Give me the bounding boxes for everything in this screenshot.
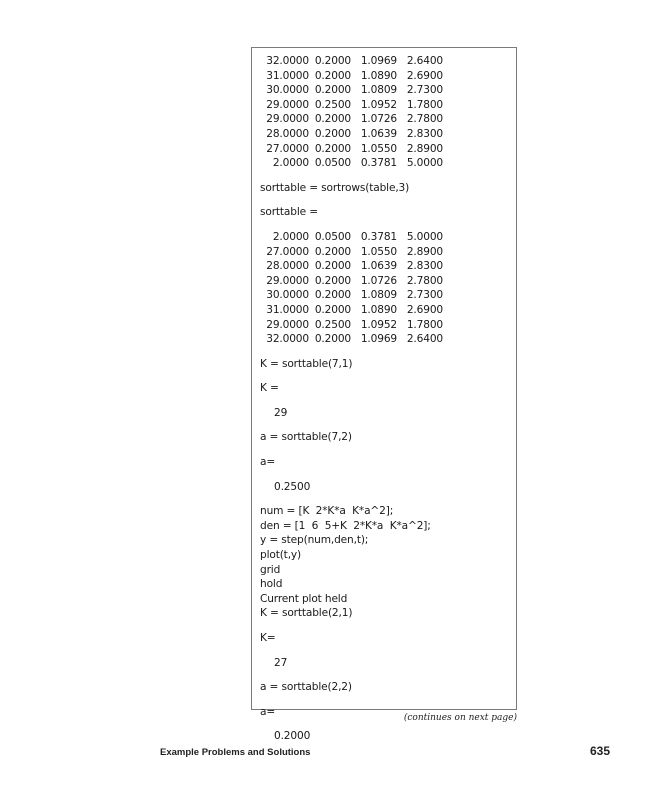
table-cell: 27.0000: [266, 245, 309, 258]
table-cell: 0.2000: [314, 289, 351, 302]
table-cell: 0.2500: [314, 98, 351, 111]
table-row: [260, 230, 443, 245]
a-label-1: a=: [260, 456, 276, 469]
table-cell: 1.0639: [360, 127, 397, 140]
table-cell: 0.2000: [314, 245, 351, 258]
table-cell: 2.7800: [406, 113, 443, 126]
table-cell: 0.2000: [314, 127, 351, 140]
table-cell: 1.7800: [406, 98, 443, 111]
table-cell: 2.7300: [406, 289, 443, 302]
table-row: [260, 83, 443, 98]
table-cell: 2.8300: [406, 260, 443, 273]
table-cell: 1.0550: [360, 245, 397, 258]
table-cell: 1.0952: [360, 98, 397, 111]
table-cell: 2.8900: [406, 245, 443, 258]
table-cell: 0.2000: [314, 260, 351, 273]
table-row: [260, 332, 443, 347]
table-cell: 1.0969: [360, 55, 397, 67]
continues-note: (continues on next page): [403, 713, 517, 723]
table-row: [260, 156, 443, 171]
table-cell: 0.2500: [314, 318, 351, 331]
footer-title: Example Problems and Solutions: [160, 747, 311, 758]
table-cell: 30.0000: [266, 84, 309, 97]
table-cell: 2.7300: [406, 84, 443, 97]
script-line: plot(t,y): [260, 549, 302, 562]
k-label-1: K =: [260, 382, 279, 395]
table-cell: 1.7800: [406, 318, 443, 331]
table-row: [260, 318, 443, 333]
script-line: den = [1 6 5+K 2*K*a K*a^2];: [260, 519, 431, 532]
table-cell: 0.2000: [314, 55, 351, 67]
table-cell: 0.0500: [314, 230, 351, 243]
k-value-1: 29: [274, 406, 288, 419]
table-cell: 0.3781: [360, 230, 397, 243]
table-row: [260, 245, 443, 260]
table-row: [260, 274, 443, 289]
table-cell: 1.0969: [360, 333, 397, 346]
script-line: y = step(num,den,t);: [260, 534, 369, 547]
table-cell: 1.0890: [360, 303, 397, 316]
table-cell: 0.2000: [314, 274, 351, 287]
table-cell: 32.0000: [266, 55, 309, 67]
table-row: [260, 303, 443, 318]
table-cell: 0.2000: [314, 142, 351, 155]
table-cell: 29.0000: [266, 98, 309, 111]
table-cell: 29.0000: [266, 274, 309, 287]
k-label-2: K=: [260, 632, 276, 644]
table-row: [260, 54, 443, 69]
table-cell: 2.6900: [406, 69, 443, 82]
table-cell: 1.0726: [360, 274, 397, 287]
table-cell: 2.6900: [406, 303, 443, 316]
table-row: [260, 98, 443, 113]
result-table-1: [260, 54, 443, 171]
table-cell: 29.0000: [266, 113, 309, 126]
table-cell: 27.0000: [266, 142, 309, 155]
table-cell: 1.0726: [360, 113, 397, 126]
a-label-2: a=: [260, 705, 276, 718]
table-cell: 1.0890: [360, 69, 397, 82]
a-command-1: a = sorttable(7,2): [260, 431, 352, 444]
table-cell: 28.0000: [266, 127, 309, 140]
table-row: [260, 69, 443, 84]
sorted-table: [260, 230, 443, 347]
table-cell: 0.2000: [314, 84, 351, 97]
table-cell: 1.0550: [360, 142, 397, 155]
table-cell: 0.2000: [314, 69, 351, 82]
table-cell: 0.3781: [360, 157, 397, 170]
table-cell: 2.6400: [406, 333, 443, 346]
table-cell: 0.0500: [314, 157, 351, 170]
table-cell: 28.0000: [266, 260, 309, 273]
table-cell: 2.6400: [406, 55, 443, 67]
table-cell: 2.0000: [272, 230, 309, 243]
a-value-1: 0.2500: [274, 480, 311, 493]
table-cell: 0.2000: [314, 113, 351, 126]
table-cell: 32.0000: [266, 333, 309, 346]
table-cell: 0.2000: [314, 303, 351, 316]
table-row: [260, 142, 443, 157]
table-cell: 1.0809: [360, 289, 397, 302]
table-cell: 31.0000: [266, 303, 309, 316]
k-value-2: 27: [274, 656, 288, 669]
table-cell: 2.7800: [406, 274, 443, 287]
script-line: num = [K 2*K*a K*a^2];: [260, 505, 394, 518]
table-row: [260, 259, 443, 274]
table-cell: 30.0000: [266, 289, 309, 302]
script-line: Current plot held: [260, 592, 348, 605]
table-cell: 5.0000: [406, 230, 443, 243]
table-row: [260, 127, 443, 142]
code-listing: [260, 54, 443, 744]
table-cell: 1.0639: [360, 260, 397, 273]
table-row: [260, 288, 443, 303]
script-line: hold: [260, 578, 283, 591]
sortrows-command: sorttable = sortrows(table,3): [260, 181, 410, 194]
table-cell: 2.8900: [406, 142, 443, 155]
table-cell: 5.0000: [406, 157, 443, 170]
script-line: K = sorttable(2,1): [260, 607, 353, 620]
table-cell: 1.0952: [360, 318, 397, 331]
script-lines: [260, 504, 443, 621]
table-cell: 2.0000: [272, 157, 309, 170]
script-line: grid: [260, 563, 281, 576]
table-cell: 0.2000: [314, 333, 351, 346]
k-command-1: K = sorttable(7,1): [260, 357, 353, 370]
a-value-2: 0.2000: [274, 730, 311, 743]
page-number: 635: [590, 744, 611, 758]
table-cell: 2.8300: [406, 127, 443, 140]
a-command-2: a = sorttable(2,2): [260, 681, 352, 694]
table-row: [260, 112, 443, 127]
sorttable-label: sorttable =: [260, 206, 318, 219]
table-cell: 31.0000: [266, 69, 309, 82]
table-cell: 1.0809: [360, 84, 397, 97]
table-cell: 29.0000: [266, 318, 309, 331]
